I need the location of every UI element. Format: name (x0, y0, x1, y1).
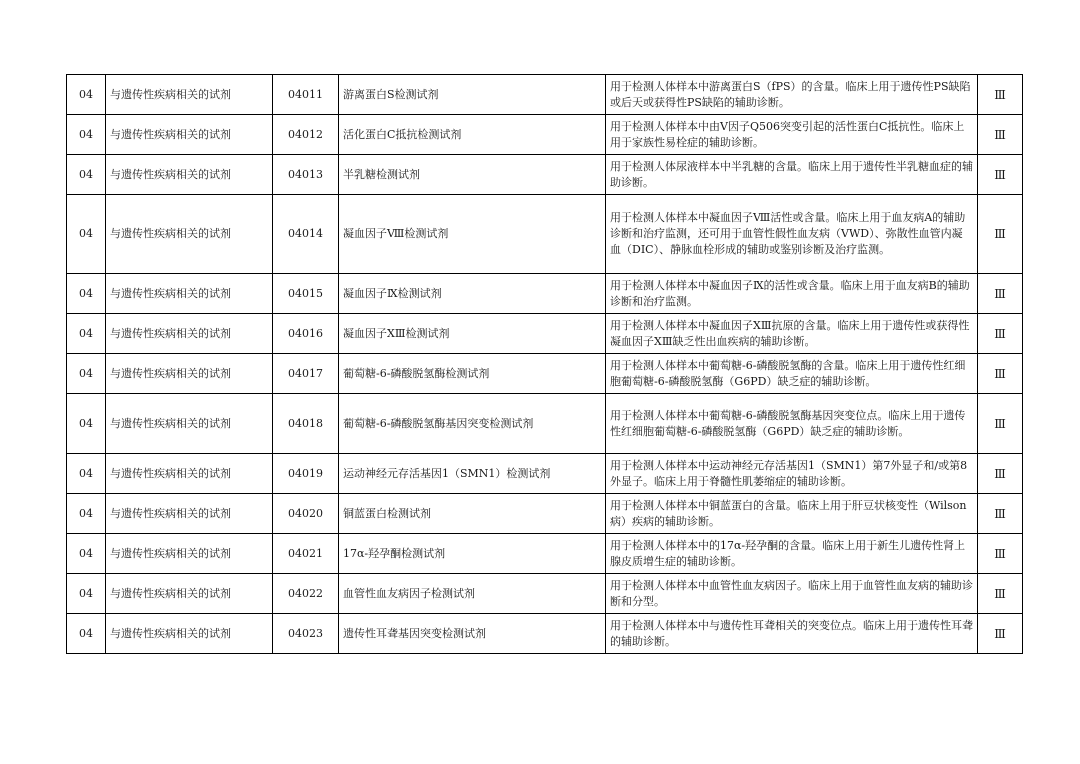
management-class: Ⅲ (978, 155, 1023, 195)
category-number: 04 (67, 394, 106, 454)
category-number: 04 (67, 155, 106, 195)
category-name: 与遗传性疾病相关的试剂 (106, 354, 273, 394)
category-name: 与遗传性疾病相关的试剂 (106, 614, 273, 654)
product-description: 用于检测人体样本中由V因子Q506突变引起的活性蛋白C抵抗性。临床上用于家族性易栓症的辅助诊断。 (606, 115, 978, 155)
product-name: 凝血因子ⅩⅢ检测试剂 (339, 314, 606, 354)
category-number: 04 (67, 115, 106, 155)
management-class: Ⅲ (978, 534, 1023, 574)
table-row (67, 314, 1023, 354)
product-description: 用于检测人体样本中凝血因子ⅩⅢ抗原的含量。临床上用于遗传性或获得性凝血因子ⅩⅢ缺乏性出血疾病的辅助诊断。 (606, 314, 978, 354)
product-description: 用于检测人体样本中游离蛋白S（fPS）的含量。临床上用于遗传性PS缺陷或后天或获得性PS缺陷的辅助诊断。 (606, 75, 978, 115)
category-number: 04 (67, 614, 106, 654)
product-code: 04016 (273, 314, 339, 354)
table-row (67, 354, 1023, 394)
reagent-classification-table (66, 74, 1023, 654)
management-class: Ⅲ (978, 494, 1023, 534)
product-description: 用于检测人体样本中葡萄糖-6-磷酸脱氢酶基因突变位点。临床上用于遗传性红细胞葡萄糖-6-磷酸脱氢酶（G6PD）缺乏症的辅助诊断。 (606, 394, 978, 454)
category-name: 与遗传性疾病相关的试剂 (106, 454, 273, 494)
category-name: 与遗传性疾病相关的试剂 (106, 314, 273, 354)
product-name: 半乳糖检测试剂 (339, 155, 606, 195)
table-row (67, 574, 1023, 614)
table-row (67, 75, 1023, 115)
product-description: 用于检测人体样本中运动神经元存活基因1（SMN1）第7外显子和/或第8外显子。临床上用于脊髓性肌萎缩症的辅助诊断。 (606, 454, 978, 494)
category-number: 04 (67, 534, 106, 574)
table-row (67, 454, 1023, 494)
product-description: 用于检测人体样本中凝血因子Ⅸ的活性或含量。临床上用于血友病B的辅助诊断和治疗监测。 (606, 274, 978, 314)
product-code: 04023 (273, 614, 339, 654)
management-class: Ⅲ (978, 614, 1023, 654)
product-name: 葡萄糖-6-磷酸脱氢酶检测试剂 (339, 354, 606, 394)
table-row (67, 534, 1023, 574)
category-number: 04 (67, 354, 106, 394)
product-description: 用于检测人体样本中凝血因子Ⅷ活性或含量。临床上用于血友病A的辅助诊断和治疗监测，还可用于血管性假性血友病（VWD）、弥散性血管内凝血（DIC）、静脉血栓形成的辅助或鉴别诊断及治疗监测。 (606, 195, 978, 274)
product-code: 04011 (273, 75, 339, 115)
category-name: 与遗传性疾病相关的试剂 (106, 394, 273, 454)
category-name: 与遗传性疾病相关的试剂 (106, 574, 273, 614)
table-row (67, 195, 1023, 274)
category-name: 与遗传性疾病相关的试剂 (106, 494, 273, 534)
category-name: 与遗传性疾病相关的试剂 (106, 115, 273, 155)
category-name: 与遗传性疾病相关的试剂 (106, 274, 273, 314)
category-name: 与遗传性疾病相关的试剂 (106, 534, 273, 574)
management-class: Ⅲ (978, 354, 1023, 394)
product-name: 运动神经元存活基因1（SMN1）检测试剂 (339, 454, 606, 494)
product-description: 用于检测人体样本中与遗传性耳聋相关的突变位点。临床上用于遗传性耳聋的辅助诊断。 (606, 614, 978, 654)
category-name: 与遗传性疾病相关的试剂 (106, 195, 273, 274)
product-description: 用于检测人体样本中葡萄糖-6-磷酸脱氢酶的含量。临床上用于遗传性红细胞葡萄糖-6-磷酸脱氢酶（G6PD）缺乏症的辅助诊断。 (606, 354, 978, 394)
product-name: 葡萄糖-6-磷酸脱氢酶基因突变检测试剂 (339, 394, 606, 454)
product-code: 04012 (273, 115, 339, 155)
category-number: 04 (67, 574, 106, 614)
category-name: 与遗传性疾病相关的试剂 (106, 75, 273, 115)
table-row (67, 274, 1023, 314)
product-name: 游离蛋白S检测试剂 (339, 75, 606, 115)
product-description: 用于检测人体尿液样本中半乳糖的含量。临床上用于遗传性半乳糖血症的辅助诊断。 (606, 155, 978, 195)
product-name: 铜蓝蛋白检测试剂 (339, 494, 606, 534)
product-code: 04017 (273, 354, 339, 394)
product-name: 凝血因子Ⅷ检测试剂 (339, 195, 606, 274)
product-code: 04013 (273, 155, 339, 195)
product-description: 用于检测人体样本中的17α-羟孕酮的含量。临床上用于新生儿遗传性肾上腺皮质增生症的辅助诊断。 (606, 534, 978, 574)
product-description: 用于检测人体样本中铜蓝蛋白的含量。临床上用于肝豆状核变性（Wilson病）疾病的辅助诊断。 (606, 494, 978, 534)
management-class: Ⅲ (978, 454, 1023, 494)
management-class: Ⅲ (978, 314, 1023, 354)
category-number: 04 (67, 274, 106, 314)
table-row (67, 494, 1023, 534)
table-row (67, 614, 1023, 654)
product-name: 凝血因子Ⅸ检测试剂 (339, 274, 606, 314)
category-number: 04 (67, 454, 106, 494)
product-code: 04021 (273, 534, 339, 574)
product-code: 04019 (273, 454, 339, 494)
product-description: 用于检测人体样本中血管性血友病因子。临床上用于血管性血友病的辅助诊断和分型。 (606, 574, 978, 614)
category-number: 04 (67, 195, 106, 274)
product-code: 04015 (273, 274, 339, 314)
table-row (67, 155, 1023, 195)
category-number: 04 (67, 314, 106, 354)
category-name: 与遗传性疾病相关的试剂 (106, 155, 273, 195)
table-row (67, 115, 1023, 155)
product-code: 04020 (273, 494, 339, 534)
product-code: 04018 (273, 394, 339, 454)
management-class: Ⅲ (978, 394, 1023, 454)
product-name: 遗传性耳聋基因突变检测试剂 (339, 614, 606, 654)
product-code: 04014 (273, 195, 339, 274)
table-row (67, 394, 1023, 454)
product-code: 04022 (273, 574, 339, 614)
category-number: 04 (67, 494, 106, 534)
product-name: 17α-羟孕酮检测试剂 (339, 534, 606, 574)
management-class: Ⅲ (978, 574, 1023, 614)
management-class: Ⅲ (978, 115, 1023, 155)
management-class: Ⅲ (978, 75, 1023, 115)
category-number: 04 (67, 75, 106, 115)
product-name: 血管性血友病因子检测试剂 (339, 574, 606, 614)
management-class: Ⅲ (978, 274, 1023, 314)
product-name: 活化蛋白C抵抗检测试剂 (339, 115, 606, 155)
management-class: Ⅲ (978, 195, 1023, 274)
